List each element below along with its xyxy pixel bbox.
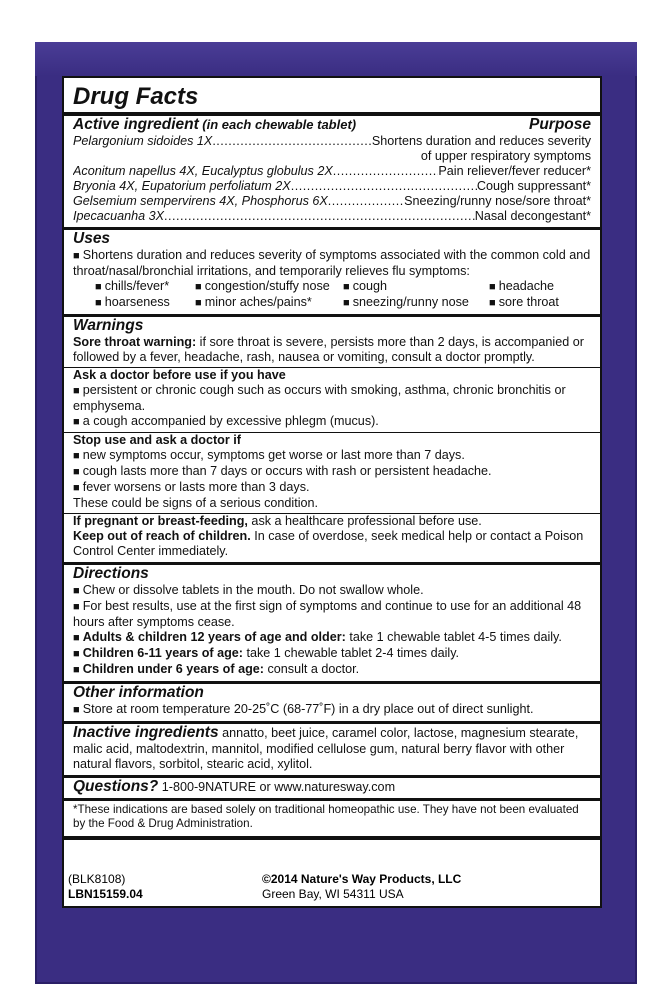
ingredient-purpose-cont: of upper respiratory symptoms	[420, 149, 591, 163]
symptom-item: ■ cough	[343, 279, 489, 295]
package-top-flap	[35, 42, 637, 76]
copyright-block	[262, 872, 461, 902]
stop-use-item: ■ new symptoms occur, symptoms get worse or last more than 7 days.	[73, 448, 591, 464]
direction-item: ■ Children 6-11 years of age: take 1 chewable tablet 2-4 times daily.	[73, 646, 591, 662]
ingredient-name: Bryonia 4X, Eupatorium perfoliatum 2X	[73, 179, 291, 193]
warnings-heading: Warnings	[73, 317, 144, 334]
symptom-item: ■ congestion/stuffy nose	[195, 279, 343, 295]
ingredient-purpose: Nasal decongestant*	[474, 209, 591, 223]
questions-heading: Questions?	[73, 778, 159, 795]
drug-facts-panel	[62, 76, 602, 908]
ingredient-row	[73, 164, 591, 179]
active-ingredient-list	[73, 134, 591, 224]
ingredient-purpose: Sneezing/runny nose/sore throat*	[404, 194, 591, 208]
ingredient-name: Pelargonium sidoides 1X	[73, 134, 213, 148]
questions-text: 1-800-9NATURE or www.naturesway.com	[158, 780, 396, 794]
purpose-heading: Purpose	[528, 116, 591, 133]
children-warning	[73, 529, 591, 559]
divider	[64, 836, 600, 840]
product-codes	[68, 872, 143, 902]
ingredient-row	[73, 134, 591, 149]
uses-heading: Uses	[73, 230, 111, 247]
active-ingredient-note: (in each chewable tablet)	[202, 117, 357, 132]
direction-item: ■ For best results, use at the first sign of symptoms and continue to use for an additional 48 hours after symptoms cease.	[73, 599, 591, 630]
ingredient-purpose: Shortens duration and reduces severity	[371, 134, 591, 148]
sore-throat-warning	[73, 335, 591, 365]
copyright-line: ©2014 Nature's Way Products, LLC	[262, 872, 462, 886]
inactive-ingredients	[73, 724, 591, 772]
symptom-item: ■ chills/fever*	[95, 279, 195, 295]
symptom-item: ■ hoarseness	[95, 295, 195, 311]
ingredient-row	[73, 194, 591, 209]
pregnant-warning	[73, 514, 591, 529]
other-info-heading: Other information	[73, 684, 204, 701]
code-line-1: (BLK8108)	[68, 872, 126, 886]
symptom-item: ■ minor aches/pains*	[195, 295, 343, 311]
code-line-2: LBN15159.04	[68, 887, 143, 901]
symptom-item: ■ sneezing/runny nose	[343, 295, 489, 311]
children-text: In case of overdose, seek medical help or contact a Poison Control Center immediately.	[73, 529, 584, 558]
drug-facts-title: Drug Facts	[73, 83, 199, 110]
other-info-text: ■ Store at room temperature 20-25˚C (68-77˚F) in a dry place out of direct sunlight.	[73, 702, 591, 718]
active-ingredient-header	[73, 116, 591, 134]
pregnant-text: ask a healthcare professional before use.	[247, 514, 482, 528]
ingredient-purpose: Cough suppressant*	[476, 179, 591, 193]
ingredient-purpose: Pain reliever/fever reducer*	[438, 164, 591, 178]
inactive-heading: Inactive ingredients	[73, 724, 219, 741]
ask-doctor-item: ■ a cough accompanied by excessive phlegm (mucus).	[73, 414, 591, 430]
ingredient-row	[73, 179, 591, 194]
active-ingredient-heading: Active ingredient	[73, 116, 199, 133]
ingredient-row	[73, 209, 591, 224]
divider	[64, 798, 600, 801]
sore-throat-label: Sore throat warning:	[73, 335, 197, 349]
label-bottom	[62, 872, 602, 908]
questions	[73, 778, 591, 796]
direction-item: ■ Children under 6 years of age: consult a doctor.	[73, 662, 591, 678]
ingredient-name: Gelsemium sempervirens 4X, Phosphorus 6X	[73, 194, 328, 208]
symptom-item: ■ headache	[489, 279, 591, 295]
uses-text: ■ Shortens duration and reduces severity of symptoms associated with the common cold and throat/nasal/bronchial irritations, and temporarily relieves flu symptoms:	[73, 248, 591, 279]
direction-item: ■ Chew or dissolve tablets in the mouth. Do not swallow whole.	[73, 583, 591, 599]
pregnant-label: If pregnant or breast-feeding,	[73, 514, 248, 528]
stop-use-heading: Stop use and ask a doctor if	[73, 433, 241, 447]
address-line: Green Bay, WI 54311 USA	[262, 887, 404, 901]
serious-note: These could be signs of a serious condition.	[73, 496, 319, 510]
children-label: Keep out of reach of children.	[73, 529, 251, 543]
ask-doctor-item: ■ persistent or chronic cough such as occurs with smoking, asthma, chronic bronchitis or emphysema.	[73, 383, 591, 414]
symptom-list	[73, 279, 591, 311]
directions-heading: Directions	[73, 565, 149, 582]
symptom-item: ■ sore throat	[489, 295, 591, 311]
stop-use-item: ■ fever worsens or lasts more than 3 days.	[73, 480, 591, 496]
ask-doctor-heading: Ask a doctor before use if you have	[73, 368, 286, 382]
ingredient-name: Ipecacuanha 3X	[73, 209, 165, 223]
ingredient-name: Aconitum napellus 4X, Eucalyptus globulus 2X	[73, 164, 333, 178]
footnote: *These indications are based solely on traditional homeopathic use. They have not been evaluated by the Food & Drug Administration.	[73, 803, 579, 830]
inactive-text: annatto, beet juice, caramel color, lactose, magnesium stearate, malic acid, maltodextrin, mannitol, modified cellulose gum, natural berry flavor with other natural flavors, sorbitol, stearic acid, xylitol.	[73, 726, 579, 771]
stop-use-item: ■ cough lasts more than 7 days or occurs with rash or persistent headache.	[73, 464, 591, 480]
sore-throat-text: if sore throat is severe, persists more than 2 days, is accompanied or followed by a fever, headache, rash, nausea or vomiting, consult a doctor promptly.	[73, 335, 584, 364]
direction-item: ■ Adults & children 12 years of age and older: take 1 chewable tablet 4-5 times daily.	[73, 630, 591, 646]
